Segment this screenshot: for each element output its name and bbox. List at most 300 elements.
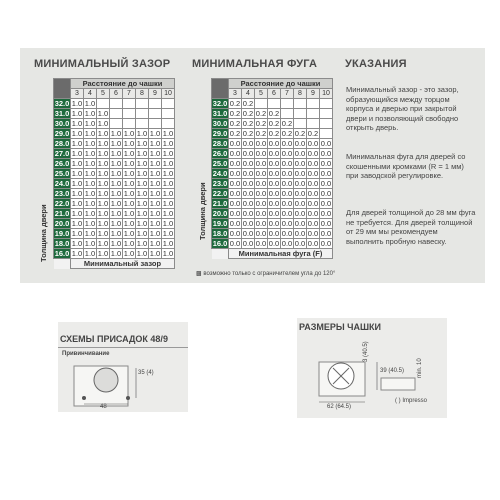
note-min-gap: Минимальный зазор - это зазор, образующийся между торцом корпуса и дверью при закрытой двери и позволяющий свободно открыть дверь. bbox=[346, 85, 459, 132]
heading-instructions: УКАЗАНИЯ bbox=[345, 58, 407, 70]
table-cell: 1.0 bbox=[110, 229, 122, 238]
table-cell: 0.0 bbox=[229, 179, 241, 188]
table-cell: 0.2 bbox=[242, 109, 254, 118]
column-header: 7 bbox=[123, 89, 136, 99]
table-cell: 0.2 bbox=[281, 129, 293, 138]
table-cell: 0.0 bbox=[229, 229, 241, 238]
table-cell: 1.0 bbox=[84, 169, 96, 178]
table-cell: 0.0 bbox=[268, 139, 280, 148]
cup-dimensions-title: РАЗМЕРЫ ЧАШКИ bbox=[299, 322, 381, 332]
table-cell: 0.0 bbox=[242, 229, 254, 238]
table-cell: 1.0 bbox=[149, 169, 161, 178]
table-row bbox=[54, 189, 175, 199]
drilling-dim-bottom: 48 bbox=[100, 404, 107, 410]
table-cell: 1.0 bbox=[162, 129, 174, 138]
column-header: 10 bbox=[320, 89, 333, 99]
table-cell: 0.0 bbox=[320, 179, 332, 188]
table-cell: 0.2 bbox=[229, 129, 241, 138]
table-cell: 0.0 bbox=[307, 169, 319, 178]
table-cell: 0.0 bbox=[255, 159, 267, 168]
table-cell: 1.0 bbox=[162, 219, 174, 228]
table-cell: 1.0 bbox=[149, 189, 161, 198]
table-cell: 0.0 bbox=[229, 239, 241, 248]
table-cell: 1.0 bbox=[71, 159, 83, 168]
table-cell: 1.0 bbox=[149, 239, 161, 248]
table-cell: 1.0 bbox=[123, 139, 135, 148]
table-cell: 1.0 bbox=[149, 139, 161, 148]
table-cell: 0.0 bbox=[294, 149, 306, 158]
table-cell bbox=[307, 99, 320, 109]
table-cell: 0.0 bbox=[281, 229, 293, 238]
row-header-thickness: 23.0 bbox=[212, 179, 228, 188]
row-header-thickness: 25.0 bbox=[212, 159, 228, 168]
table-cell: 1.0 bbox=[162, 229, 174, 238]
table-cell: 0.0 bbox=[242, 149, 254, 158]
table-cell: 0.0 bbox=[255, 179, 267, 188]
table-row bbox=[54, 169, 175, 179]
drilling-scheme-drawing bbox=[58, 322, 188, 412]
table-cell: 0.0 bbox=[242, 179, 254, 188]
table-cell: 1.0 bbox=[71, 149, 83, 158]
column-header: 7 bbox=[281, 89, 294, 99]
cup-hole bbox=[94, 368, 118, 392]
table-row bbox=[212, 169, 333, 179]
table-row bbox=[212, 239, 333, 249]
table-cell: 0.0 bbox=[294, 239, 306, 248]
table-cell: 1.0 bbox=[123, 249, 135, 258]
table-cell: 1.0 bbox=[123, 179, 135, 188]
table-cell: 0.0 bbox=[320, 189, 332, 198]
drilling-scheme-title: СХЕМЫ ПРИСАДОК 48/9 bbox=[60, 334, 168, 344]
table-cell: 1.0 bbox=[136, 179, 148, 188]
row-header-thickness: 16.0 bbox=[54, 249, 70, 258]
table-cell: 1.0 bbox=[136, 159, 148, 168]
table-cell: 1.0 bbox=[149, 129, 161, 138]
screw-hole-left bbox=[82, 396, 86, 400]
table-cell: 1.0 bbox=[97, 179, 109, 188]
table-cell: 0.0 bbox=[294, 199, 306, 208]
table-cell: 1.0 bbox=[84, 159, 96, 168]
table-cell: 0.0 bbox=[320, 219, 332, 228]
table-cell: 1.0 bbox=[162, 169, 174, 178]
table-cell: 1.0 bbox=[136, 199, 148, 208]
drilling-scheme-subtitle: Привинчивание bbox=[62, 351, 110, 357]
table-cell: 0.2 bbox=[281, 119, 293, 128]
row-header-thickness: 29.0 bbox=[212, 129, 228, 138]
table-cell: 0.0 bbox=[281, 159, 293, 168]
table-cell: 0.2 bbox=[268, 109, 280, 118]
table-cell: 1.0 bbox=[136, 219, 148, 228]
table-cell: 1.0 bbox=[123, 189, 135, 198]
table-cell: 0.0 bbox=[294, 219, 306, 228]
table-cell: 1.0 bbox=[97, 209, 109, 218]
table-cell: 1.0 bbox=[110, 159, 122, 168]
column-header: 4 bbox=[242, 89, 255, 99]
table-cell: 1.0 bbox=[110, 209, 122, 218]
table-cell bbox=[136, 99, 149, 109]
table-cell: 1.0 bbox=[71, 119, 83, 128]
table-cell: 1.0 bbox=[162, 149, 174, 158]
row-header-thickness: 32.0 bbox=[54, 99, 70, 108]
table-cell: 1.0 bbox=[123, 199, 135, 208]
table-cell bbox=[136, 109, 149, 119]
table-cell: 0.0 bbox=[294, 139, 306, 148]
row-header-thickness: 29.0 bbox=[54, 129, 70, 138]
table-cell: 1.0 bbox=[71, 199, 83, 208]
table-cell bbox=[123, 99, 136, 109]
row-header-thickness: 31.0 bbox=[54, 109, 70, 118]
row-header-thickness: 18.0 bbox=[212, 229, 228, 238]
table-cell: 0.0 bbox=[294, 159, 306, 168]
table-cell bbox=[281, 109, 294, 119]
table-cell bbox=[294, 99, 307, 109]
table-cell: 0.2 bbox=[242, 99, 254, 108]
row-header-thickness: 31.0 bbox=[212, 109, 228, 118]
min-joint-table bbox=[211, 78, 333, 259]
table-cell: 0.0 bbox=[229, 209, 241, 218]
table-cell: 0.0 bbox=[320, 149, 332, 158]
row-header-thickness: 26.0 bbox=[212, 149, 228, 158]
table-cell: 0.0 bbox=[307, 219, 319, 228]
table-cell: 0.0 bbox=[294, 179, 306, 188]
table-cell: 1.0 bbox=[149, 219, 161, 228]
table-row bbox=[212, 179, 333, 189]
table-cell: 0.2 bbox=[294, 129, 306, 138]
table-cell: 0.0 bbox=[307, 179, 319, 188]
table-cell: 0.0 bbox=[294, 169, 306, 178]
table-cell: 1.0 bbox=[84, 199, 96, 208]
table-row bbox=[54, 239, 175, 249]
table-cell: 1.0 bbox=[97, 219, 109, 228]
table-row bbox=[54, 229, 175, 239]
table-cell: 0.0 bbox=[255, 169, 267, 178]
table-cell: 1.0 bbox=[71, 109, 83, 118]
table-cell bbox=[123, 119, 136, 129]
row-header-thickness: 30.0 bbox=[54, 119, 70, 128]
table-cell: 1.0 bbox=[84, 129, 96, 138]
table-cell: 0.0 bbox=[281, 199, 293, 208]
column-header: 10 bbox=[162, 89, 175, 99]
table-cell: 1.0 bbox=[110, 169, 122, 178]
table-cell: 1.0 bbox=[97, 239, 109, 248]
table-cell: 1.0 bbox=[71, 229, 83, 238]
table-cell: 0.0 bbox=[242, 239, 254, 248]
row-header-thickness: 20.0 bbox=[212, 209, 228, 218]
table-cell: 0.2 bbox=[268, 129, 280, 138]
row-header-thickness: 26.0 bbox=[54, 159, 70, 168]
table-cell: 0.0 bbox=[229, 199, 241, 208]
table-cell: 1.0 bbox=[123, 149, 135, 158]
table-cell bbox=[136, 119, 149, 129]
table-cell: 0.0 bbox=[268, 169, 280, 178]
column-header: 8 bbox=[294, 89, 307, 99]
table-cell: 0.0 bbox=[320, 199, 332, 208]
table-cell: 1.0 bbox=[84, 139, 96, 148]
screw-hole-right bbox=[126, 396, 130, 400]
table-cell: 0.0 bbox=[281, 179, 293, 188]
table-footer-label: Минимальная фуга (F) bbox=[229, 249, 333, 259]
table-cell: 0.2 bbox=[255, 109, 267, 118]
table-row bbox=[212, 219, 333, 229]
heading-min-gap: МИНИМАЛЬНЫЙ ЗАЗОР bbox=[34, 58, 171, 70]
cup-dimensions-panel bbox=[297, 318, 447, 418]
table-row bbox=[54, 209, 175, 219]
note-min-joint: Минимальная фуга для дверей со скошенными кромками (R = 1 мм) при заводской регулировке. bbox=[346, 152, 466, 180]
table-row bbox=[54, 99, 175, 109]
table-cell: 1.0 bbox=[84, 189, 96, 198]
joint-table-row-axis-label: Толщина двери bbox=[198, 182, 207, 240]
row-header-thickness: 27.0 bbox=[54, 149, 70, 158]
table-cell bbox=[320, 119, 333, 129]
table-cell bbox=[307, 109, 320, 119]
table-cell: 0.0 bbox=[281, 219, 293, 228]
table-cell bbox=[320, 109, 333, 119]
note-door-thickness: Для дверей толщиной до 28 мм фуга не требуется. Для дверей толщиной от 29 мм мы рекомендуем выполнить пробную навеску. bbox=[346, 208, 476, 246]
table-cell: 0.0 bbox=[307, 139, 319, 148]
table-cell bbox=[110, 109, 123, 119]
table-cell: 1.0 bbox=[97, 109, 109, 118]
table-cell bbox=[97, 99, 110, 109]
row-header-thickness: 22.0 bbox=[54, 199, 70, 208]
table-cell: 1.0 bbox=[110, 239, 122, 248]
table-row bbox=[212, 149, 333, 159]
table-cell: 1.0 bbox=[71, 99, 83, 108]
table-row bbox=[212, 159, 333, 169]
table-cell bbox=[255, 99, 268, 109]
table-cell: 1.0 bbox=[97, 189, 109, 198]
table-cell: 0.0 bbox=[242, 139, 254, 148]
table-cell: 0.0 bbox=[320, 229, 332, 238]
table-cell: 0.0 bbox=[242, 169, 254, 178]
table-cell: 1.0 bbox=[97, 229, 109, 238]
table-cell: 1.0 bbox=[162, 249, 174, 258]
table-cell: 1.0 bbox=[136, 149, 148, 158]
row-header-thickness: 30.0 bbox=[212, 119, 228, 128]
table-cell: 0.0 bbox=[268, 149, 280, 158]
table-cell: 1.0 bbox=[149, 229, 161, 238]
table-cell: 0.0 bbox=[255, 149, 267, 158]
table-cell: 0.0 bbox=[307, 209, 319, 218]
row-header-thickness: 21.0 bbox=[54, 209, 70, 218]
table-cell: 0.0 bbox=[268, 229, 280, 238]
table-row bbox=[54, 109, 175, 119]
column-header: 8 bbox=[136, 89, 149, 99]
table-row bbox=[54, 199, 175, 209]
footnote-text: возможно только с ограничителем угла до 120° bbox=[203, 271, 336, 277]
table-cell: 0.2 bbox=[242, 119, 254, 128]
table-cell: 0.0 bbox=[307, 149, 319, 158]
table-row bbox=[212, 129, 333, 139]
table-cell: 0.0 bbox=[268, 179, 280, 188]
table-cell: 1.0 bbox=[71, 179, 83, 188]
row-header-thickness: 32.0 bbox=[212, 99, 228, 108]
table-cell: 0.0 bbox=[294, 209, 306, 218]
table-cell: 1.0 bbox=[84, 209, 96, 218]
table-row bbox=[54, 139, 175, 149]
table-cell: 0.0 bbox=[242, 159, 254, 168]
table-row bbox=[54, 159, 175, 169]
cup-dim-top: 39 (40.5) bbox=[380, 368, 405, 374]
table-cell: 0.2 bbox=[229, 119, 241, 128]
footer-spacer bbox=[54, 259, 71, 269]
heading-min-joint: МИНИМАЛЬНАЯ ФУГА bbox=[192, 58, 318, 70]
table-cell: 1.0 bbox=[110, 179, 122, 188]
table-cell: 1.0 bbox=[110, 139, 122, 148]
table-cell: 1.0 bbox=[71, 219, 83, 228]
column-group-header: Расстояние до чашки bbox=[71, 79, 175, 89]
table-cell: 1.0 bbox=[110, 189, 122, 198]
table-cell: 0.0 bbox=[255, 199, 267, 208]
table-cell: 1.0 bbox=[149, 209, 161, 218]
table-cell: 0.0 bbox=[255, 189, 267, 198]
table-cell: 0.0 bbox=[229, 219, 241, 228]
table-cell: 0.2 bbox=[307, 129, 319, 138]
table-cell: 0.0 bbox=[242, 219, 254, 228]
table-cell: 1.0 bbox=[136, 169, 148, 178]
table-cell: 1.0 bbox=[71, 239, 83, 248]
table-cell: 0.0 bbox=[307, 159, 319, 168]
table-cell: 1.0 bbox=[97, 119, 109, 128]
table-cell: 1.0 bbox=[110, 249, 122, 258]
table-cell: 0.0 bbox=[229, 149, 241, 158]
table-cell: 1.0 bbox=[84, 149, 96, 158]
table-cell bbox=[149, 109, 162, 119]
table-cell bbox=[268, 99, 281, 109]
table-row bbox=[54, 249, 175, 259]
table-cell: 0.0 bbox=[229, 159, 241, 168]
table-cell: 1.0 bbox=[84, 219, 96, 228]
table-cell: 0.0 bbox=[281, 189, 293, 198]
min-gap-table bbox=[53, 78, 175, 269]
table-cell: 1.0 bbox=[136, 249, 148, 258]
footnote-marker: ▩ bbox=[196, 271, 204, 277]
table-cell: 1.0 bbox=[123, 159, 135, 168]
table-cell: 1.0 bbox=[162, 179, 174, 188]
table-cell bbox=[307, 119, 320, 129]
column-header: 6 bbox=[110, 89, 123, 99]
table-cell: 0.0 bbox=[281, 149, 293, 158]
table-cell: 1.0 bbox=[123, 239, 135, 248]
table-cell: 1.0 bbox=[149, 179, 161, 188]
table-cell bbox=[162, 109, 175, 119]
row-header-thickness: 18.0 bbox=[54, 239, 70, 248]
table-cell: 1.0 bbox=[162, 239, 174, 248]
table-cell: 1.0 bbox=[71, 169, 83, 178]
table-cell bbox=[281, 99, 294, 109]
table-cell: 0.0 bbox=[268, 219, 280, 228]
table-cell: 0.0 bbox=[307, 199, 319, 208]
cup-dim-left: 3 (40.5) bbox=[363, 341, 369, 362]
table-cell: 1.0 bbox=[97, 249, 109, 258]
gap-table-row-axis-label: Толщина двери bbox=[39, 204, 48, 262]
table-cell: 0.0 bbox=[229, 189, 241, 198]
table-cell: 1.0 bbox=[123, 129, 135, 138]
cup-dim-bottom: 62 (64.5) bbox=[327, 404, 352, 410]
table-row bbox=[54, 149, 175, 159]
table-cell: 1.0 bbox=[136, 229, 148, 238]
table-row bbox=[212, 229, 333, 239]
table-cell: 0.2 bbox=[229, 109, 241, 118]
table-cell: 1.0 bbox=[71, 249, 83, 258]
table-cell: 0.0 bbox=[268, 199, 280, 208]
table-cell: 0.0 bbox=[281, 239, 293, 248]
table-cell: 1.0 bbox=[84, 99, 96, 108]
table-cell: 0.2 bbox=[255, 129, 267, 138]
table-row bbox=[54, 119, 175, 129]
table-cell: 1.0 bbox=[162, 139, 174, 148]
drilling-scheme-panel bbox=[58, 322, 188, 412]
table-row bbox=[212, 109, 333, 119]
table-cell: 1.0 bbox=[71, 189, 83, 198]
table-cell: 1.0 bbox=[162, 209, 174, 218]
table-cell: 0.0 bbox=[294, 189, 306, 198]
table-cell bbox=[162, 119, 175, 129]
table-footer-label: Минимальный зазор bbox=[71, 259, 175, 269]
table-cell: 1.0 bbox=[97, 139, 109, 148]
table-cell: 1.0 bbox=[149, 249, 161, 258]
table-cell: 0.2 bbox=[229, 99, 241, 108]
table-cell: 0.0 bbox=[242, 209, 254, 218]
table-cell: 0.0 bbox=[255, 209, 267, 218]
table-cell: 1.0 bbox=[84, 179, 96, 188]
row-header-thickness: 24.0 bbox=[54, 179, 70, 188]
table-cell bbox=[110, 119, 123, 129]
table-corner bbox=[212, 79, 229, 99]
table-cell: 0.0 bbox=[320, 169, 332, 178]
table-cell bbox=[149, 99, 162, 109]
table-cell: 1.0 bbox=[162, 159, 174, 168]
column-header: 3 bbox=[71, 89, 84, 99]
table-row bbox=[212, 139, 333, 149]
table-cell: 0.0 bbox=[268, 189, 280, 198]
table-cell: 1.0 bbox=[110, 219, 122, 228]
table-cell: 0.2 bbox=[268, 119, 280, 128]
table-cell bbox=[110, 99, 123, 109]
row-header-thickness: 22.0 bbox=[212, 189, 228, 198]
table-row bbox=[212, 209, 333, 219]
cup-impresso-note: ( ) Impresso bbox=[395, 398, 428, 404]
table-row bbox=[54, 129, 175, 139]
footnote bbox=[196, 270, 335, 277]
table-cell: 1.0 bbox=[123, 169, 135, 178]
column-header: 3 bbox=[229, 89, 242, 99]
column-header: 4 bbox=[84, 89, 97, 99]
table-cell: 0.0 bbox=[307, 239, 319, 248]
table-cell: 0.0 bbox=[229, 139, 241, 148]
table-cell: 1.0 bbox=[110, 199, 122, 208]
table-cell: 0.0 bbox=[268, 209, 280, 218]
row-header-thickness: 19.0 bbox=[212, 219, 228, 228]
table-cell: 1.0 bbox=[136, 139, 148, 148]
table-cell: 1.0 bbox=[149, 159, 161, 168]
table-cell: 0.0 bbox=[281, 209, 293, 218]
table-cell: 0.0 bbox=[242, 189, 254, 198]
table-cell: 0.0 bbox=[229, 169, 241, 178]
table-cell: 1.0 bbox=[71, 209, 83, 218]
row-header-thickness: 19.0 bbox=[54, 229, 70, 238]
table-cell bbox=[149, 119, 162, 129]
table-cell: 0.0 bbox=[320, 239, 332, 248]
table-cell: 1.0 bbox=[136, 129, 148, 138]
table-cell: 1.0 bbox=[123, 219, 135, 228]
table-cell: 0.0 bbox=[242, 199, 254, 208]
table-cell: 1.0 bbox=[84, 229, 96, 238]
table-row bbox=[54, 219, 175, 229]
column-header: 5 bbox=[97, 89, 110, 99]
cup-side-profile bbox=[381, 378, 415, 390]
table-cell: 1.0 bbox=[162, 199, 174, 208]
table-cell: 0.0 bbox=[320, 209, 332, 218]
